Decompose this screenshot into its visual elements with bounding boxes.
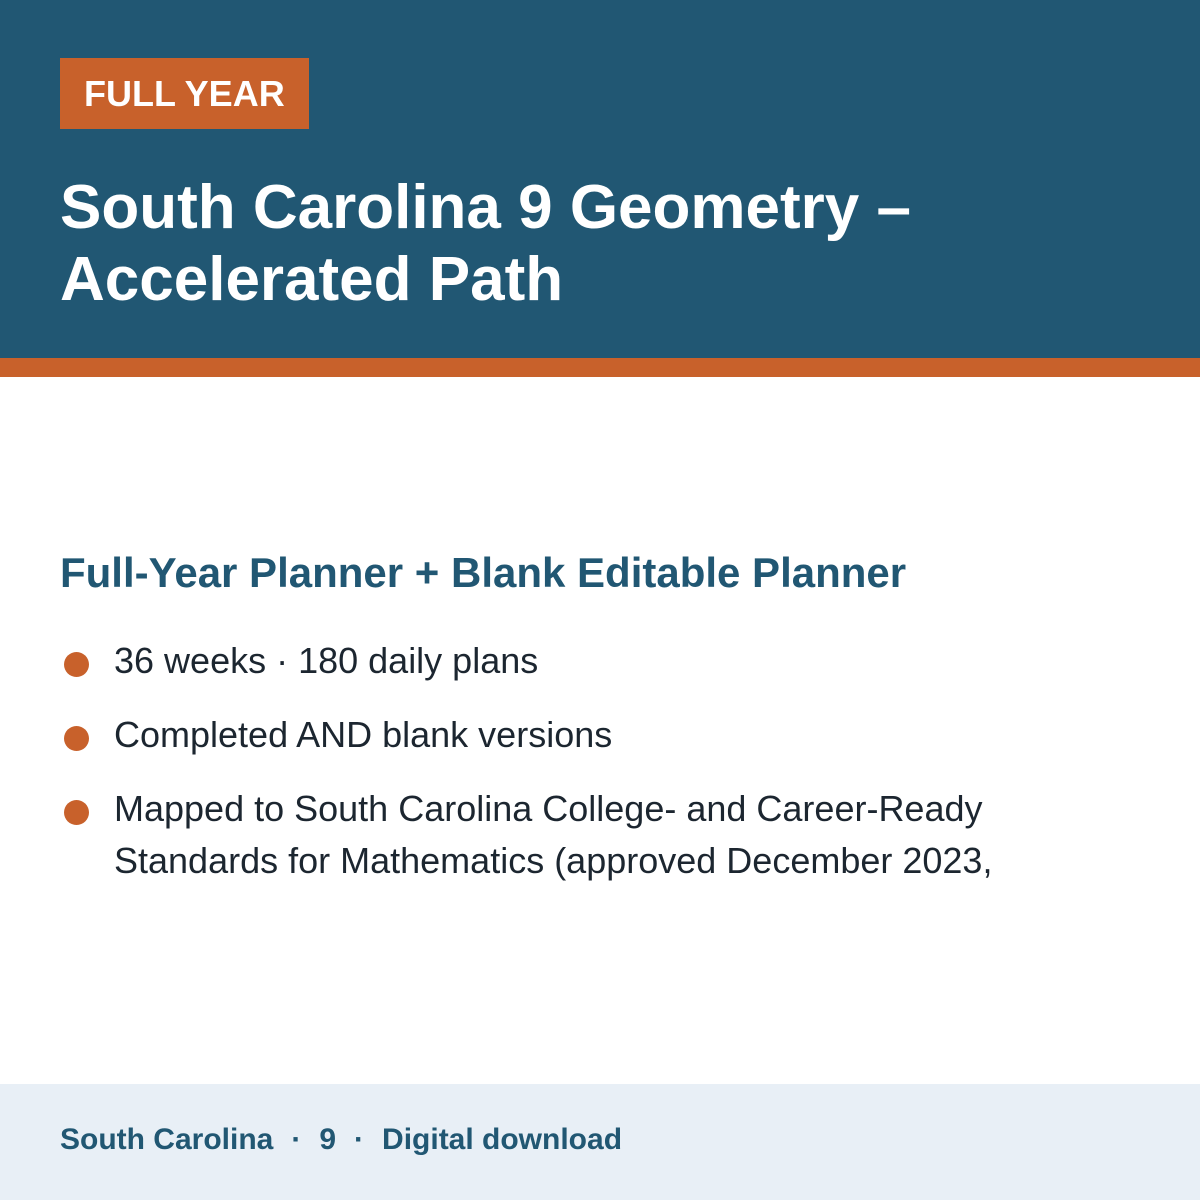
footer-format: Digital download [382,1123,623,1156]
feature-text: 36 weeks · 180 daily plans [114,640,539,681]
footer-grade: 9 [319,1123,337,1156]
footer-meta [60,1122,622,1158]
page-title: South Carolina 9 Geometry – Accelerated Path [60,173,911,314]
footer-state: South Carolina [60,1123,274,1156]
header-banner [0,0,1200,358]
footer-bar [0,1084,1200,1200]
accent-divider [0,358,1200,377]
footer-separator: · [291,1123,302,1156]
full-year-badge: FULL YEAR [60,58,309,129]
bullet-icon [64,800,89,825]
feature-text: Mapped to South Carolina College- and Career-Ready Standards for Mathematics (approved December 2023, [114,788,993,881]
feature-text: Completed AND blank versions [114,714,613,755]
footer-separator: · [354,1123,365,1156]
product-subtitle: Full-Year Planner + Blank Editable Planner [60,549,907,596]
bullet-icon [64,652,89,677]
bullet-icon [64,726,89,751]
